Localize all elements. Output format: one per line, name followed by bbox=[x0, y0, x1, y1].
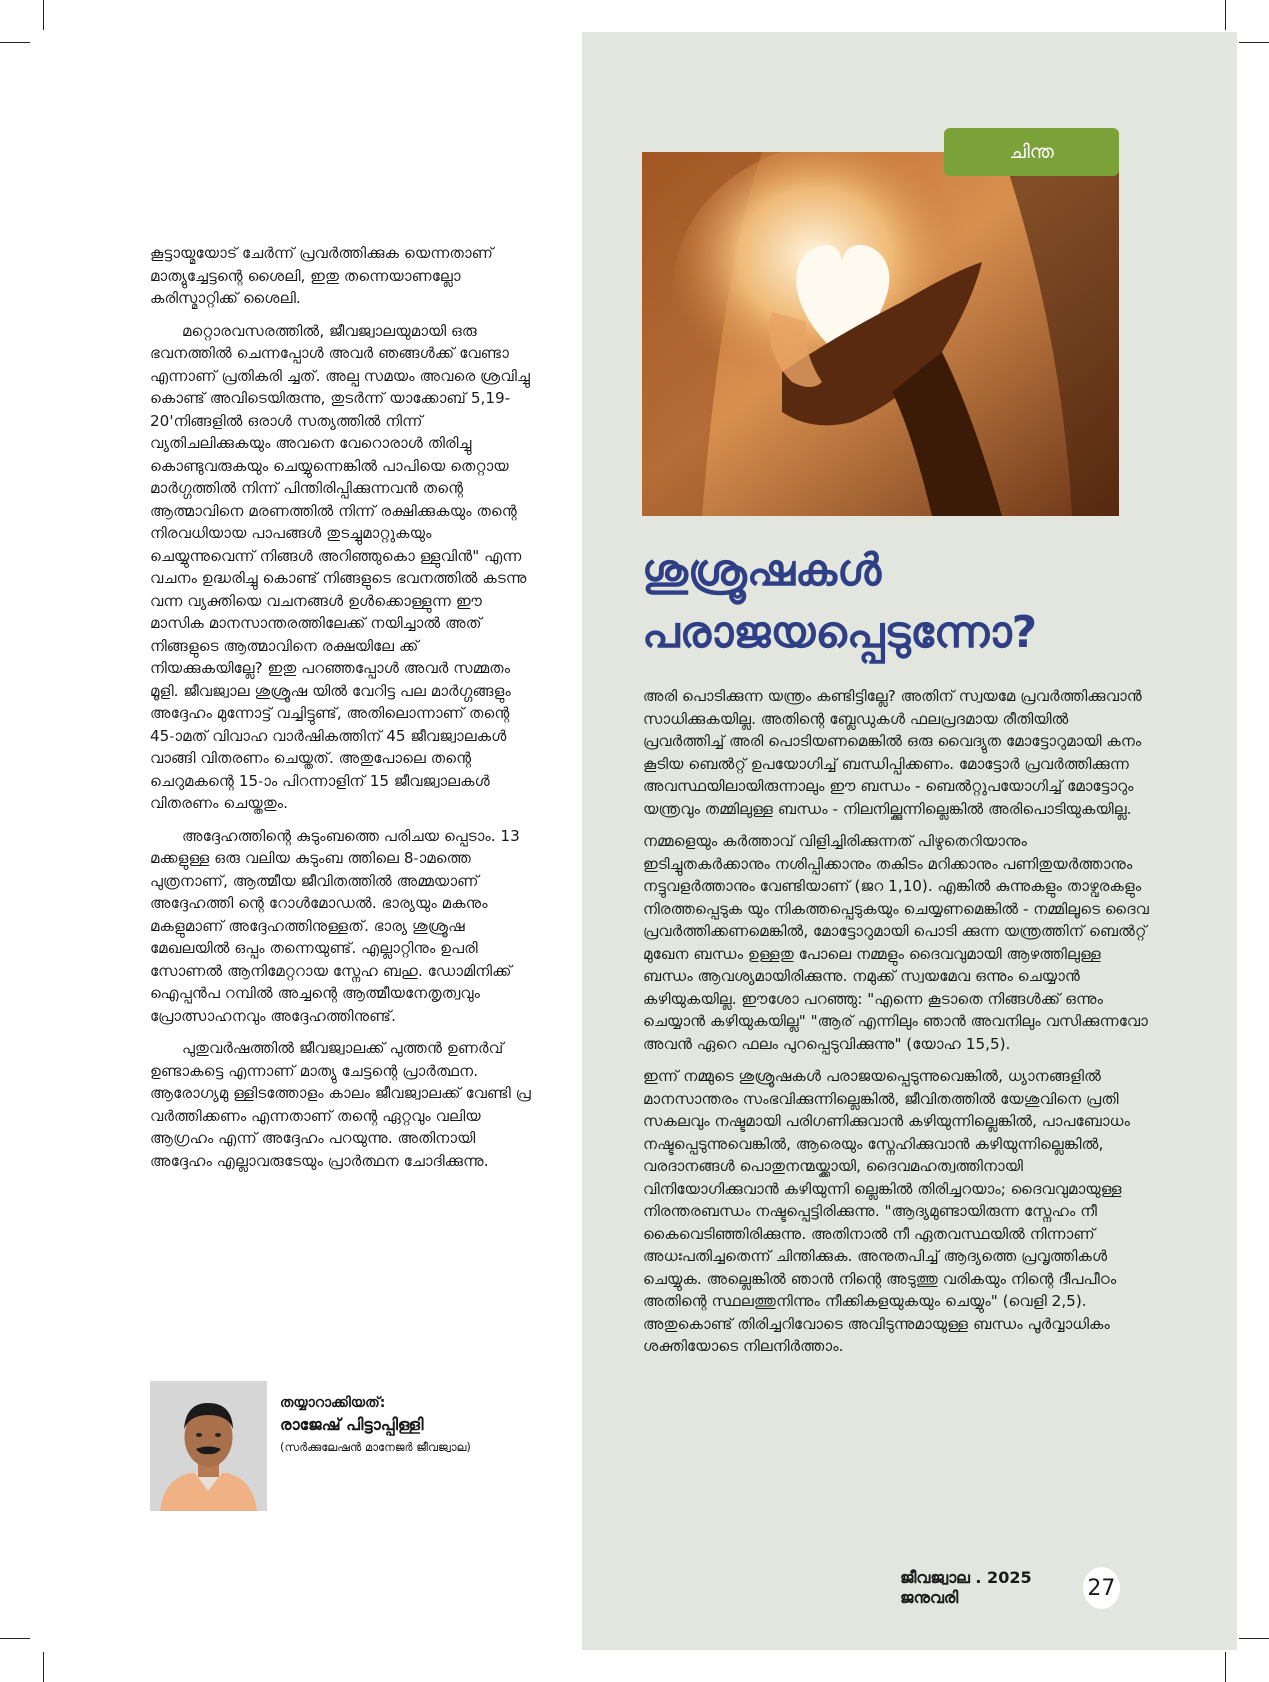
right-column bbox=[643, 685, 1153, 1368]
crop-mark bbox=[0, 42, 30, 43]
author-name: രാജേഷ് പിട്ടാപ്പിള്ളി bbox=[280, 1415, 424, 1434]
right-paragraph: അരി പൊടിക്കുന്ന യന്ത്രം കണ്ടിട്ടില്ലേ? അതിന് സ്വയമേ പ്രവർത്തിക്കുവാൻ സാധിക്കുകയില്ല. അതിന്റെ ബ്ലേഡുകൾ ഫലപ്രദമായ രീതിയിൽ പ്രവർത്തിച്ച് അരി പൊടിയണമെങ്കിൽ ഒരു വൈദ്യുത മോട്ടോറുമായി കനം കൂടിയ ബെൽറ്റ് ഉപയോഗിച്ച് ബന്ധിപ്പിക്കണം. മോട്ടോർ പ്രവർത്തിക്കുന്ന അവസ്ഥയിലായിരുന്നാലും ഈ ബന്ധം - ബെൽറ്റുപയോഗിച്ച് മോട്ടോറും യന്ത്രവും തമ്മിലുള്ള ബന്ധം - നിലനില്ക്കുന്നില്ലെങ്കിൽ അരിപൊടിയുകയില്ല. bbox=[643, 687, 1142, 818]
crop-mark bbox=[1225, 1652, 1226, 1682]
crop-mark bbox=[1225, 0, 1226, 30]
left-paragraph: പുതുവർഷത്തിൽ ജീവജ്വാലക്ക് പുത്തൻ ഉണർവ് ഉണ്ടാകട്ടെ എന്നാണ് മാത്യു ചേട്ടന്റെ പ്രാർത്ഥന. ആരോഗ്യമു ള്ളിടത്തോളം കാലം ജീവജ്വാലക്ക് വേണ്ടി പ്ര വർത്തിക്കണം എന്നതാണ് തന്റെ ഏറ്റവും വലിയ ആഗ്രഹം എന്ന് അദ്ദേഹം പറയുന്നു. അതിനായി അദ്ദേഹം എല്ലാവരുടേയും പ്രാർത്ഥന ചോദിക്കുന്നു. bbox=[150, 1039, 531, 1170]
category-tag: ചിന്ത bbox=[944, 128, 1119, 176]
title-line: പരാജയപ്പെടുന്നോ? bbox=[642, 607, 1038, 658]
crop-mark bbox=[1239, 42, 1269, 43]
crop-mark bbox=[1239, 1638, 1269, 1639]
heart-in-hands-illustration-icon bbox=[642, 152, 1119, 516]
right-paragraph: ഇന്ന് നമ്മുടെ ശുശ്രൂഷകൾ പരാജയപ്പെടുന്നുവെങ്കിൽ, ധ്യാനങ്ങളിൽ മാനസാന്തരം സംഭവിക്കുന്നില്ലെങ്കിൽ, ജീവിതത്തിൽ യേശുവിനെ പ്രതി സകലവും നഷ്ടമായി പരിഗണിക്കുവാൻ കഴിയുന്നില്ലെങ്കിൽ, പാപബോധം നഷ്ടപ്പെടുന്നുവെങ്കിൽ, ആരെയും സ്നേഹിക്കുവാൻ കഴിയുന്നില്ലെങ്കിൽ, വരദാനങ്ങൾ പൊതുനന്മയ്ക്കായി, ദൈവമഹത്വത്തിനായി വിനിയോഗിക്കുവാൻ കഴിയുന്നി ല്ലെങ്കിൽ തിരിച്ചറയാം; ദൈവവുമായുള്ള നിരന്തരബന്ധം നഷ്ടപ്പെട്ടിരിക്കുന്നു. "ആദ്യമുണ്ടായിരുന്ന സ്നേഹം നീ കൈവെടിഞ്ഞിരിക്കുന്നു. അതിനാൽ നീ ഏതവസ്ഥയിൽ നിന്നാണ് അധഃപതിച്ചതെന്ന് ചിന്തിക്കുക. അനുതപിച്ച് ആദ്യത്തെ പ്രവൃത്തികൾ ചെയ്യുക. അല്ലെങ്കിൽ ഞാൻ നിന്റെ അടുത്തു വരികയും നിന്റെ ദീപപീഠം അതിന്റെ സ്ഥലത്തുനിന്നും നീക്കികളയുകയും ചെയ്യും" (വെളി 2,5). അതുകൊണ്ട് തിരിച്ചറിവോടെ അവിടുന്നുമായുള്ള ബന്ധം പൂർവ്വാധികം ശക്തിയോടെ നിലനിർത്താം. bbox=[643, 1067, 1131, 1355]
left-column bbox=[150, 242, 535, 1182]
prepared-by-label: തയ്യാറാക്കിയത്: bbox=[280, 1395, 386, 1411]
left-paragraph: കൂട്ടായ്മയോട് ചേർന്ന് പ്രവർത്തിക്കുക യെന്നതാണ് മാത്യുച്ചേട്ടന്റെ ശൈലി, ഇതു തന്നെയാണല്ലോ കരിസ്മാറ്റിക്ക് ശൈലി. bbox=[150, 244, 494, 307]
author-credit bbox=[280, 1395, 530, 1455]
crop-mark bbox=[0, 1638, 30, 1639]
page-number: 27 bbox=[1083, 1567, 1120, 1609]
author-role: (സർക്കുലേഷൻ മാനേജർ ജീവജ്വാല) bbox=[280, 1440, 471, 1454]
hero-image bbox=[642, 152, 1119, 516]
crop-mark bbox=[43, 1652, 44, 1682]
right-paragraph: നമ്മളെയും കർത്താവ് വിളിച്ചിരിക്കുന്നത് പിഴുതെറിയാനും ഇടിച്ചുതകർക്കാനും നശിപ്പിക്കാനും തകിടം മറിക്കാനും പണിതുയർത്താനും നട്ടുവളർത്താനും വേണ്ടിയാണ് (ജറ 1,10). എങ്കിൽ കുന്നുകളും താഴ്വരകളും നിരത്തപ്പെടുക യും നികത്തപ്പെടുകയും ചെയ്യണമെങ്കിൽ - നമ്മിലൂടെ ദൈവ പ്രവർത്തിക്കണമെങ്കിൽ, മോട്ടോറുമായി പൊടി ക്കുന്ന യന്ത്രത്തിന് ബെൽറ്റ് മുഖേന ബന്ധം ഉള്ളതു പോലെ നമ്മളും ദൈവവുമായി ആഴത്തിലുള്ള ബന്ധം ആവശ്യമായിരിക്കുന്നു. നമുക്ക് സ്വയമേവ ഒന്നും ചെയ്യാൻ കഴിയുകയില്ല. ഈശോ പറഞ്ഞു: "എന്നെ കൂടാതെ നിങ്ങൾക്ക് ഒന്നും ചെയ്യാൻ കഴിയുകയില്ല" "ആര് എന്നിലും ഞാൻ അവനിലും വസിക്കുന്നവോ അവൻ ഏറെ ഫലം പുറപ്പെടുവിക്കുന്നു" (യോഹ 15,5). bbox=[643, 832, 1149, 1053]
article-title bbox=[642, 540, 1202, 664]
crop-mark bbox=[43, 0, 44, 30]
author-block bbox=[150, 1381, 535, 1513]
author-photo bbox=[150, 1381, 267, 1511]
author-portrait-icon bbox=[150, 1381, 267, 1511]
left-paragraph: അദ്ദേഹത്തിന്റെ കുടുംബത്തെ പരിചയ പ്പെടാം. 13 മക്കളുള്ള ഒരു വലിയ കുടുംബ ത്തിലെ 8-ാമത്തെ പുത്രനാണ്, ആത്മീയ ജീവിതത്തിൽ അമ്മയാണ് അദ്ദേഹത്തി ന്റെ റോൾമോഡൽ. ഭാര്യയും മകനും മകളുമാണ് അദ്ദേഹത്തിനുള്ളത്. ഭാര്യ ശുശ്രൂഷ മേഖലയിൽ ഒപ്പം തന്നെയുണ്ട്. എല്ലാറ്റിനും ഉപരി സോണൽ ആനിമേറ്ററായ സ്നേഹ ബഹു. ഡോമിനിക്ക് ഐപ്പൻപ റമ്പിൽ അച്ചന്റെ ആത്മീയനേതൃത്വവും പ്രോത്സാഹനവും അദ്ദേഹത്തിനുണ്ട്. bbox=[150, 826, 520, 1025]
publication-date: ജീവജ്വാല . 2025 ജനുവരി bbox=[900, 1568, 1032, 1607]
title-line: ശുശ്രൂഷകൾ bbox=[642, 545, 882, 596]
left-paragraph: മറ്റൊരവസരത്തിൽ, ജീവജ്വാലയുമായി ഒരു ഭവനത്തിൽ ചെന്നപ്പോൾ അവർ ഞങ്ങൾക്ക് വേണ്ടാ എന്നാണ് പ്രതികരി ച്ചത്. അല്പ സമയം അവരെ ശ്രവിച്ചു കൊണ്ട് അവിടെയിരുന്നു, തുടർന്ന് യാക്കോബ് 5,19-20'നിങ്ങളിൽ ഒരാൾ സത്യത്തിൽ നിന്ന് വ്യതിചലിക്കുകയും അവനെ വേറൊരാൾ തിരിച്ചു കൊണ്ടുവരുകയും ചെയ്യുന്നെങ്കിൽ പാപിയെ തെറ്റായ മാർഗ്ഗത്തിൽ നിന്ന് പിന്തിരിപ്പിക്കുന്നവൻ തന്റെ ആത്മാവിനെ മരണത്തിൽ നിന്ന് രക്ഷിക്കുകയും തന്റെ നിരവധിയായ പാപങ്ങൾ തുടച്ചുമാറ്റുകയും ചെയ്യുന്നുവെന്ന് നിങ്ങൾ അറിഞ്ഞുകൊ ള്ളുവിൻ" എന്ന വചനം ഉദ്ധരിച്ചു കൊണ്ട് നിങ്ങളുടെ ഭവനത്തിൽ കടന്നു വന്ന വ്യക്തിയെ വചനങ്ങൾ ഉൾക്കൊള്ളുന്ന ഈ മാസിക മാനസാന്തരത്തിലേക്ക് നയിച്ചാൽ അത് നിങ്ങളുടെ ആത്മാവിനെ രക്ഷയിലേ ക്ക് നിയക്കുകയില്ലേ? ഇതു പറഞ്ഞപ്പോൾ അവർ സമ്മതം മൂളി. ജീവജ്വാല ശുശ്രൂഷ യിൽ വേറിട്ട പല മാർഗ്ഗങ്ങളും അദ്ദേഹം മുന്നോട്ട് വച്ചിട്ടുണ്ട്, അതിലൊന്നാണ് തന്റെ 45-ാമത് വിവാഹ വാർഷികത്തിന് 45 ജീവജ്വാലകൾ വാങ്ങി വിതരണം ചെയ്തത്. അതുപോലെ തന്റെ ചെറുമകന്റെ 15-ാം പിറന്നാളിന് 15 ജീവജ്വാലകൾ വിതരണം ചെയ്തതും. bbox=[150, 321, 530, 812]
page-footer bbox=[900, 1567, 1120, 1609]
